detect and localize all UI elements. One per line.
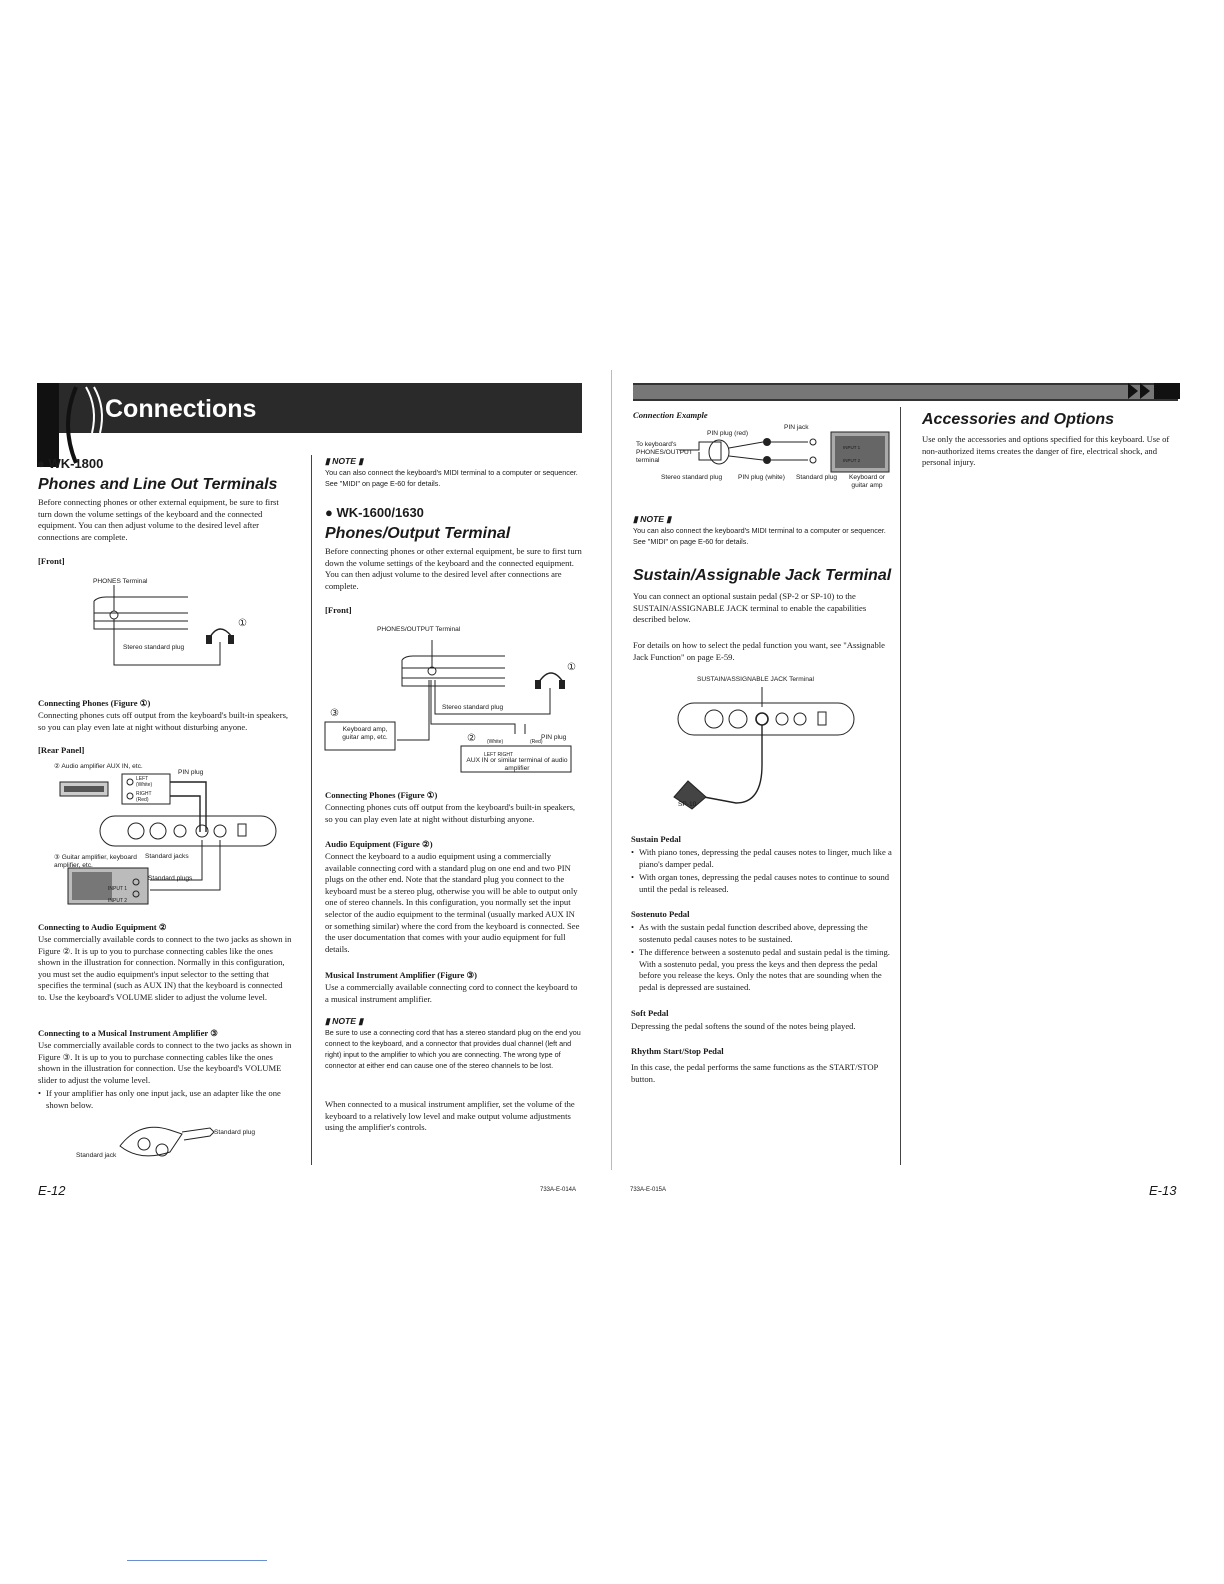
- label-ex-input2: INPUT 2: [843, 458, 861, 463]
- mid-front-label: [Front]: [325, 605, 352, 615]
- section-heading-phones-line-out: Phones and Line Out Terminals: [38, 476, 278, 493]
- label-left-white: LEFT (White): [136, 776, 153, 788]
- sustain-bullet-1: • With piano tones, depressing the pedal causes notes to linger, much like a piano's damper pedal.: [631, 847, 899, 870]
- label-pin-plug-red: PIN plug (red): [707, 430, 749, 437]
- label-aux: ② Audio amplifier AUX IN, etc.: [54, 763, 143, 770]
- label-phones-terminal: PHONES Terminal: [93, 578, 148, 585]
- label-mid-figure-1: ①: [567, 662, 576, 673]
- label-adapter-plug: Standard plug: [214, 1129, 256, 1136]
- label-input1-rear: INPUT 1: [108, 886, 128, 892]
- header-parenthesis-icon: [62, 383, 102, 467]
- sostenuto-bullet-2: • The difference between a sostenuto pedal and sustain pedal is the timing. With a sostenuto pedal, you press the keys and then depress the pedal before you release the keys. Only the notes that are sounding when the pedal is depressed are sustained.: [631, 947, 899, 993]
- label-stereo-plug-mid: Stereo standard plug: [442, 704, 504, 711]
- note-marker-icon: ▮: [325, 456, 333, 466]
- instrument-amp-title: Connecting to a Musical Instrument Amplifier ③: [38, 1028, 218, 1038]
- header-band-right: [633, 383, 1178, 401]
- code-mid: 733A-E-014A: [540, 1187, 577, 1193]
- note-label-right: ▮ NOTE ▮: [633, 514, 672, 524]
- label-adapter-jack: Standard jack: [76, 1152, 117, 1159]
- note-label-mid: ▮ NOTE ▮: [325, 456, 364, 466]
- label-red: (Red): [530, 739, 543, 745]
- model-wk1800: ● WK-1800: [37, 456, 104, 471]
- note-text-mid: You can also connect the keyboard's MIDI terminal to a computer or sequencer. See "MIDI" on page E-60 for details.: [325, 468, 578, 488]
- mid-amp-text: Use a commercially available connecting cord to connect the keyboard to a musical instrument amplifier.: [325, 982, 578, 1004]
- header-arrows-icon: [1126, 381, 1182, 401]
- mid-intro: Before connecting phones or other external equipment, be sure to first turn down the volume settings of the keyboard and the connected equipment. You can then adjust volume to the desired level after connections are complete.: [325, 546, 582, 591]
- sustain-pedal-title: Sustain Pedal: [631, 834, 681, 844]
- label-stereo-plug-ex: Stereo standard plug: [661, 474, 723, 481]
- mid-phones-text: Connecting phones cuts off output from the keyboard's built-in speakers, so you can play even late at night without disturbing anyone.: [325, 802, 576, 824]
- label-figure-1: ①: [238, 618, 247, 629]
- note2-text-mid: Be sure to use a connecting cord that has a stereo standard plug on the end you connect to the keyboard, and a connector that provides dual channel (left and right) input to the amplifier to which you are connecting. The wrong type of connector at either end can cause one of the stereo channels to be lost.: [325, 1028, 581, 1070]
- label-input2-rear: INPUT 2: [108, 898, 128, 904]
- label-pin-plug-white: PIN plug (white): [738, 474, 785, 481]
- accessories-text: Use only the accessories and options specified for this keyboard. Use of non-authorized items creates the danger of fire, electrical shock, and personal injury.: [922, 434, 1170, 468]
- rear-panel-label: [Rear Panel]: [38, 745, 85, 755]
- figure-front-phones: [80, 577, 260, 672]
- label-phones-output-terminal: PHONES/OUTPUT Terminal: [377, 626, 461, 633]
- note-text-right: You can also connect the keyboard's MIDI terminal to a computer or sequencer. See "MIDI" on page E-60 for details.: [633, 526, 886, 546]
- mid-phones-title: Connecting Phones (Figure ①): [325, 790, 438, 800]
- rhythm-pedal-text: In this case, the pedal performs the same functions as the START/STOP button.: [631, 1062, 879, 1084]
- sustain-details: For details on how to select the pedal function you want, see "Assignable Jack Function" on page E-59.: [633, 640, 885, 662]
- mid-audio-title: Audio Equipment (Figure ②): [325, 839, 433, 849]
- label-white: (White): [487, 739, 504, 745]
- label-keyboard-guitar-amp: Keyboard or guitar amp: [849, 474, 885, 489]
- instrument-amp-bullet: • If your amplifier has only one input jack, use an adapter like the one shown below.: [38, 1088, 301, 1111]
- bottom-rule: [127, 1560, 267, 1561]
- note-label-right-text: NOTE: [640, 514, 664, 524]
- label-guitar-amp: ③ Guitar amplifier, keyboard amplifier, etc.: [54, 854, 137, 869]
- label-sp10: SP-10: [678, 801, 697, 808]
- audio-equipment-text: Use commercially available cords to connect to the two jacks as shown in Figure ②. It is up to you to purchase connecting cables like the ones shown in the illustration for connection. Normally in this configuration, you must set the audio equipment's input selector to the setting that specifies the terminal (such as AUX IN) that the keyboard is connected to. Use the keyboard's VOLUME slider to adjust the volume level.: [38, 934, 292, 1002]
- label-mid-figure-2: ②: [467, 733, 476, 744]
- label-ex-input1: INPUT 1: [843, 445, 861, 450]
- sustain-intro: You can connect an optional sustain pedal (SP-2 or SP-10) to the SUSTAIN/ASSIGNABLE JACK terminal to enable the capabilities described below.: [633, 591, 867, 625]
- section-heading-phones-output: Phones/Output Terminal: [325, 525, 511, 542]
- section-heading-accessories: Accessories and Options: [922, 411, 1115, 428]
- instrument-amp-text: Use commercially available cords to connect to the two jacks as shown in Figure ③. It is up to you to purchase connecting cables like the ones shown in the illustration for connection. Use the keyboard's VOLUME slider to adjust the volume level.: [38, 1040, 292, 1085]
- figure-adapter: [110, 1110, 230, 1160]
- model-wk1600: ● WK-1600/1630: [325, 505, 424, 520]
- label-sustain-terminal: SUSTAIN/ASSIGNABLE JACK Terminal: [697, 676, 815, 683]
- label-left-right: LEFT RIGHT: [484, 752, 514, 758]
- code-right: 733A-E-015A: [630, 1187, 667, 1193]
- label-standard-plug-ex: Standard plug: [796, 474, 838, 481]
- label-standard-plugs: Standard plugs: [148, 875, 193, 882]
- note2-label-mid: ▮ NOTE ▮: [325, 1016, 364, 1026]
- figure-sustain-jack: [670, 685, 870, 815]
- note2-label-text: NOTE: [332, 1016, 356, 1026]
- sustain-bullet-2: • With organ tones, depressing the pedal causes notes to continue to sound until the pedal is released.: [631, 872, 899, 895]
- left-intro: Before connecting phones or other external equipment, be sure to first turn down the volume settings of the keyboard and the connected equipment. You can then adjust volume to the desired level after connections are complete.: [38, 497, 279, 542]
- label-pin-jack: PIN jack: [784, 424, 809, 431]
- label-mid-figure-3: ③: [330, 708, 339, 719]
- divider-left: [311, 455, 312, 1165]
- note-label-text: NOTE: [332, 456, 356, 466]
- left-front-label: [Front]: [38, 556, 65, 566]
- label-standard-jacks: Standard jacks: [145, 853, 189, 860]
- label-keyboard-amp: Keyboard amp, guitar amp, etc.: [342, 726, 388, 741]
- divider-right: [900, 407, 901, 1165]
- page-number-left: E-12: [38, 1183, 66, 1198]
- mid-audio-text: Connect the keyboard to a audio equipment using a commercially available connecting cord with a standard plug on one end and two PIN plugs on the other end. Note that the standard plug you connect to the keyboard must be a stereo plug, otherwise you will be able to output only one of stereo channels. In this configuration, you normally set the input selector of the audio equipment to the terminal (usually marked AUX IN or something similar) where the cord from the keyboard is connected. See the user documentation that comes with your audio equipment for full details.: [325, 851, 580, 954]
- rhythm-pedal-title: Rhythm Start/Stop Pedal: [631, 1046, 724, 1056]
- divider-center: [611, 370, 612, 1170]
- section-heading-sustain: Sustain/Assignable Jack Terminal: [633, 567, 892, 584]
- page-number-right: E-13: [1149, 1183, 1177, 1198]
- label-to-keyboard: To keyboard's PHONES/OUTPUT terminal: [636, 441, 693, 464]
- connection-example-label: Connection Example: [633, 410, 708, 420]
- label-pin-plug-mid: PIN plug: [541, 734, 567, 741]
- label-right-red: RIGHT (Red): [136, 791, 152, 803]
- sostenuto-bullet-1: • As with the sustain pedal function described above, depressing the sostenuto pedal causes notes to be sustained.: [631, 922, 899, 945]
- header-tab: [37, 383, 59, 467]
- label-aux-in: AUX IN or similar terminal of audio amplifier: [466, 757, 568, 772]
- audio-equipment-title: Connecting to Audio Equipment ②: [38, 922, 167, 932]
- connecting-phones-title: Connecting Phones (Figure ①): [38, 698, 151, 708]
- page-title: Connections: [105, 395, 257, 423]
- label-pin-plug-rear: PIN plug: [178, 769, 204, 776]
- sostenuto-pedal-title: Sostenuto Pedal: [631, 909, 690, 919]
- connecting-phones-text: Connecting phones cuts off output from the keyboard's built-in speakers, so you can play even late at night without disturbing anyone.: [38, 710, 289, 732]
- figure-rear-panel: [50, 760, 290, 910]
- soft-pedal-title: Soft Pedal: [631, 1008, 669, 1018]
- mid-amp-title: Musical Instrument Amplifier (Figure ③): [325, 970, 478, 980]
- figure-phones-output: [325, 630, 585, 775]
- label-stereo-plug-front: Stereo standard plug: [123, 644, 185, 651]
- soft-pedal-text: Depressing the pedal softens the sound of the notes being played.: [631, 1021, 856, 1031]
- mid-final-text: When connected to a musical instrument amplifier, set the volume of the keyboard to a relatively low level and make output volume adjustments using the amplifier's controls.: [325, 1099, 575, 1133]
